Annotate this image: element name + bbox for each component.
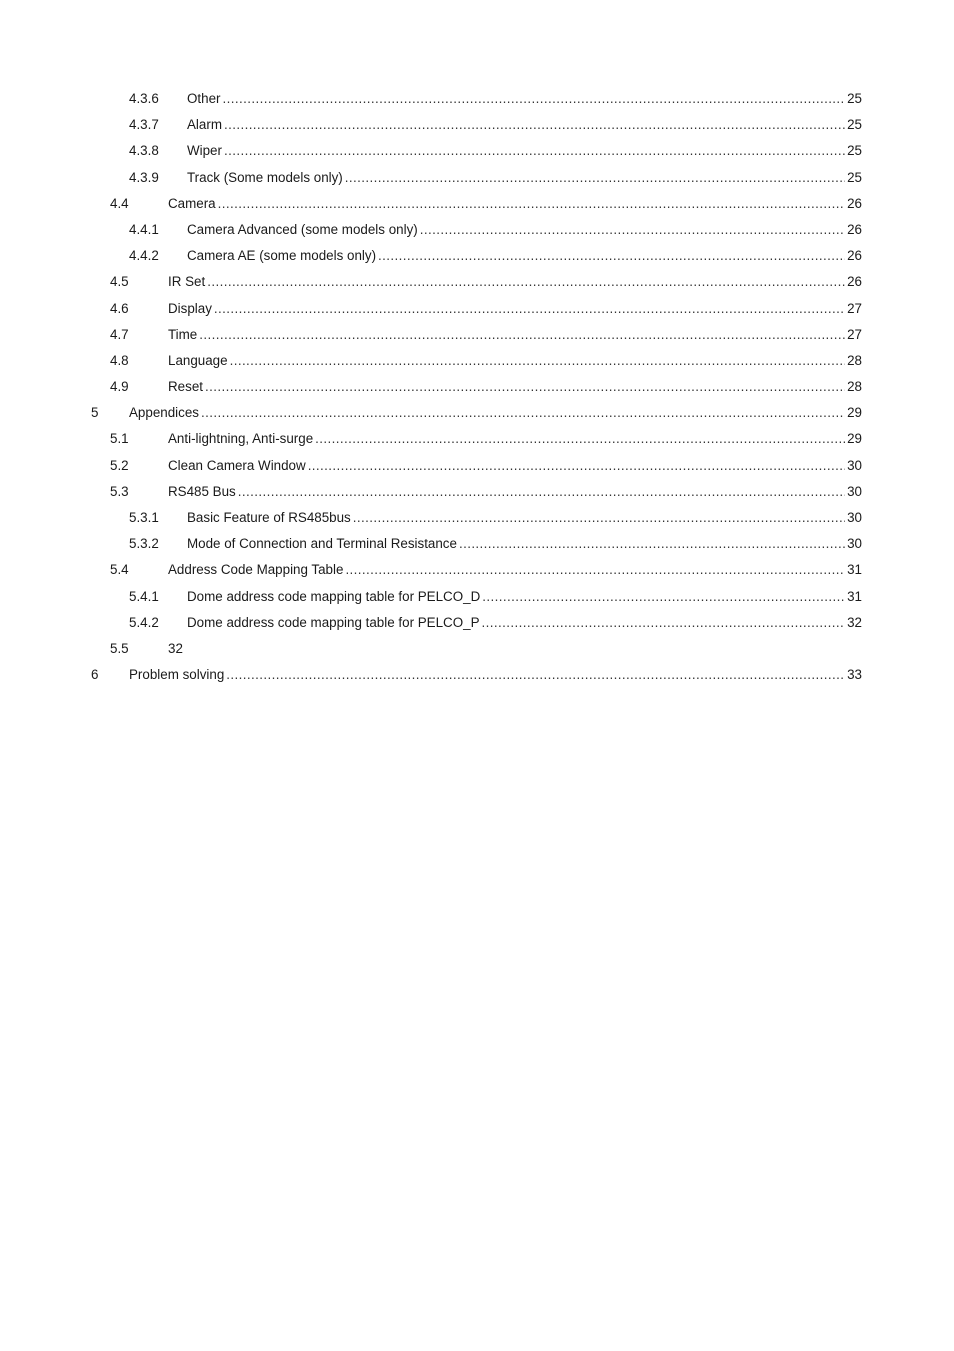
table-of-contents (0, 86, 954, 688)
toc-entry[interactable] (0, 112, 954, 138)
toc-entry-leader (226, 662, 845, 688)
toc-entry[interactable] (0, 610, 954, 636)
toc-entry[interactable] (0, 636, 954, 662)
toc-entry-line (187, 138, 862, 164)
toc-entry-page-number: 26 (847, 248, 862, 264)
toc-entry-page-number: 26 (847, 221, 862, 237)
toc-entry-page-number: 28 (847, 352, 862, 368)
toc-entry-number: 5.4.2 (129, 614, 159, 630)
toc-entry-page-number: 31 (847, 562, 862, 578)
toc-entry-title: Camera AE (some models only) (187, 248, 377, 264)
toc-entry-number: 4.3.7 (129, 117, 159, 133)
toc-entry-leader (345, 165, 845, 191)
toc-entry-number: 5.2 (110, 457, 129, 473)
toc-entry-line (129, 400, 862, 426)
toc-entry-number: 5 (91, 405, 99, 421)
toc-entry[interactable] (0, 505, 954, 531)
toc-entry[interactable] (0, 296, 954, 322)
toc-entry[interactable] (0, 453, 954, 479)
toc-entry-page-number: 26 (847, 274, 862, 290)
toc-entry-title: Display (168, 300, 212, 316)
toc-entry-number: 5.3.2 (129, 536, 159, 552)
toc-entry-line (129, 662, 862, 688)
toc-entry[interactable] (0, 557, 954, 583)
toc-entry-page-number: 25 (847, 117, 862, 133)
toc-entry-page-number: 33 (847, 667, 862, 683)
toc-entry-title: Track (Some models only) (187, 169, 343, 185)
toc-entry-line (168, 636, 185, 662)
toc-entry-page-number: 26 (847, 195, 862, 211)
toc-entry-page-number: 30 (847, 510, 862, 525)
toc-entry-leader (238, 479, 845, 505)
toc-entry[interactable] (0, 426, 954, 452)
toc-entry-number: 4.3.9 (129, 169, 159, 185)
toc-entry-line (187, 610, 862, 636)
toc-entry-number: 4.7 (110, 326, 129, 342)
toc-entry-title: IR Set (168, 274, 206, 290)
toc-entry-leader (205, 374, 845, 400)
toc-entry-title: Appendices (129, 405, 199, 421)
toc-entry[interactable] (0, 217, 954, 243)
toc-entry-leader (218, 191, 845, 217)
toc-entry[interactable] (0, 243, 954, 269)
toc-entry-line (168, 322, 862, 348)
toc-entry-leader (482, 610, 846, 636)
toc-entry-number: 4.4.2 (129, 248, 159, 264)
toc-entry-number: 4.3.6 (129, 91, 159, 106)
toc-entry-page-number: 29 (847, 431, 862, 447)
toc-entry-number: 4.8 (110, 352, 129, 368)
toc-entry-title: Wiper (187, 143, 222, 159)
toc-entry-title: Language (168, 352, 228, 368)
toc-entry-title: Dome address code mapping table for PELCO_D (187, 588, 481, 604)
toc-entry-page-number: 30 (847, 457, 862, 473)
toc-entry-line (187, 112, 862, 138)
toc-entry-leader (201, 400, 845, 426)
toc-entry-leader (308, 453, 845, 479)
toc-entry-leader (378, 243, 845, 269)
toc-entry-number: 5.4 (110, 562, 129, 578)
toc-entry[interactable] (0, 662, 954, 688)
toc-entry-leader (345, 557, 845, 583)
toc-entry-line (168, 426, 862, 452)
toc-entry-title: 32 (168, 640, 183, 656)
toc-entry-line (187, 217, 862, 243)
toc-entry-title: Camera (168, 195, 216, 211)
toc-entry-title: Alarm (187, 117, 222, 133)
toc-entry-page-number: 28 (847, 379, 862, 395)
toc-entry[interactable] (0, 191, 954, 217)
toc-entry-page-number: 25 (847, 169, 862, 185)
toc-entry-page-number: 27 (847, 300, 862, 316)
toc-entry-number: 5.5 (110, 640, 129, 656)
toc-entry-leader (482, 584, 845, 610)
toc-entry-leader (420, 217, 845, 243)
toc-entry-number: 5.3 (110, 483, 129, 499)
toc-entry-page-number: 25 (847, 143, 862, 159)
toc-entry-number: 6 (91, 667, 99, 683)
toc-entry-number: 5.4.1 (129, 588, 159, 604)
toc-entry-line (187, 243, 862, 269)
toc-entry-line (187, 531, 862, 557)
toc-entry-page-number: 32 (847, 614, 862, 630)
toc-entry-leader (223, 86, 846, 112)
toc-entry-page-number: 30 (847, 536, 862, 552)
toc-entry[interactable] (0, 86, 954, 112)
toc-entry-title: Time (168, 326, 198, 342)
toc-entry[interactable] (0, 531, 954, 557)
toc-entry-leader (199, 322, 845, 348)
toc-entry-line (168, 348, 862, 374)
toc-entry-number: 4.3.8 (129, 143, 159, 159)
toc-entry-line (187, 165, 862, 191)
toc-entry-page-number: 29 (847, 405, 862, 421)
toc-entry-page-number: 30 (847, 483, 862, 499)
toc-entry-page-number: 25 (847, 91, 862, 106)
toc-entry[interactable] (0, 269, 954, 295)
toc-entry-title: Dome address code mapping table for PELCO_P (187, 614, 480, 630)
toc-entry-number: 5.3.1 (129, 510, 159, 525)
toc-entry-title: RS485 Bus (168, 483, 236, 499)
toc-entry[interactable] (0, 584, 954, 610)
toc-entry-leader (353, 505, 845, 531)
toc-entry-leader (207, 269, 845, 295)
toc-entry-title: Problem solving (129, 667, 225, 683)
toc-entry-leader (315, 426, 845, 452)
toc-entry-line (168, 374, 862, 400)
toc-entry-title: Camera Advanced (some models only) (187, 221, 418, 237)
toc-entry-line (168, 557, 862, 583)
toc-entry-line (187, 584, 862, 610)
toc-entry-line (168, 479, 862, 505)
toc-entry-title: Clean Camera Window (168, 457, 306, 473)
toc-entry[interactable] (0, 322, 954, 348)
toc-entry-line (187, 505, 862, 531)
toc-entry-line (187, 86, 862, 112)
toc-entry[interactable] (0, 479, 954, 505)
toc-entry-title: Basic Feature of RS485bus (187, 510, 351, 525)
toc-entry-number: 4.9 (110, 379, 129, 395)
toc-entry-leader (459, 531, 845, 557)
toc-entry-title: Mode of Connection and Terminal Resistance (187, 536, 457, 552)
toc-entry-title: Other (187, 91, 221, 106)
toc-entry[interactable] (0, 348, 954, 374)
toc-entry-title: Anti-lightning, Anti-surge (168, 431, 314, 447)
toc-entry[interactable] (0, 374, 954, 400)
toc-entry-number: 4.6 (110, 300, 129, 316)
toc-entry-leader (230, 348, 846, 374)
toc-entry-leader (214, 296, 845, 322)
toc-entry-title: Reset (168, 379, 203, 395)
toc-entry-page-number: 27 (847, 326, 862, 342)
toc-entry-line (168, 269, 862, 295)
toc-entry-line (168, 191, 862, 217)
toc-entry-number: 5.1 (110, 431, 129, 447)
toc-entry-line (168, 296, 862, 322)
toc-entry-number: 4.5 (110, 274, 129, 290)
toc-entry[interactable] (0, 165, 954, 191)
toc-entry[interactable] (0, 138, 954, 164)
toc-entry-leader (224, 138, 845, 164)
toc-entry[interactable] (0, 400, 954, 426)
toc-entry-title: Address Code Mapping Table (168, 562, 344, 578)
toc-entry-line (168, 453, 862, 479)
toc-entry-number: 4.4.1 (129, 221, 159, 237)
toc-entry-page-number: 31 (847, 588, 862, 604)
toc-entry-leader (224, 112, 845, 138)
toc-entry-number: 4.4 (110, 195, 129, 211)
